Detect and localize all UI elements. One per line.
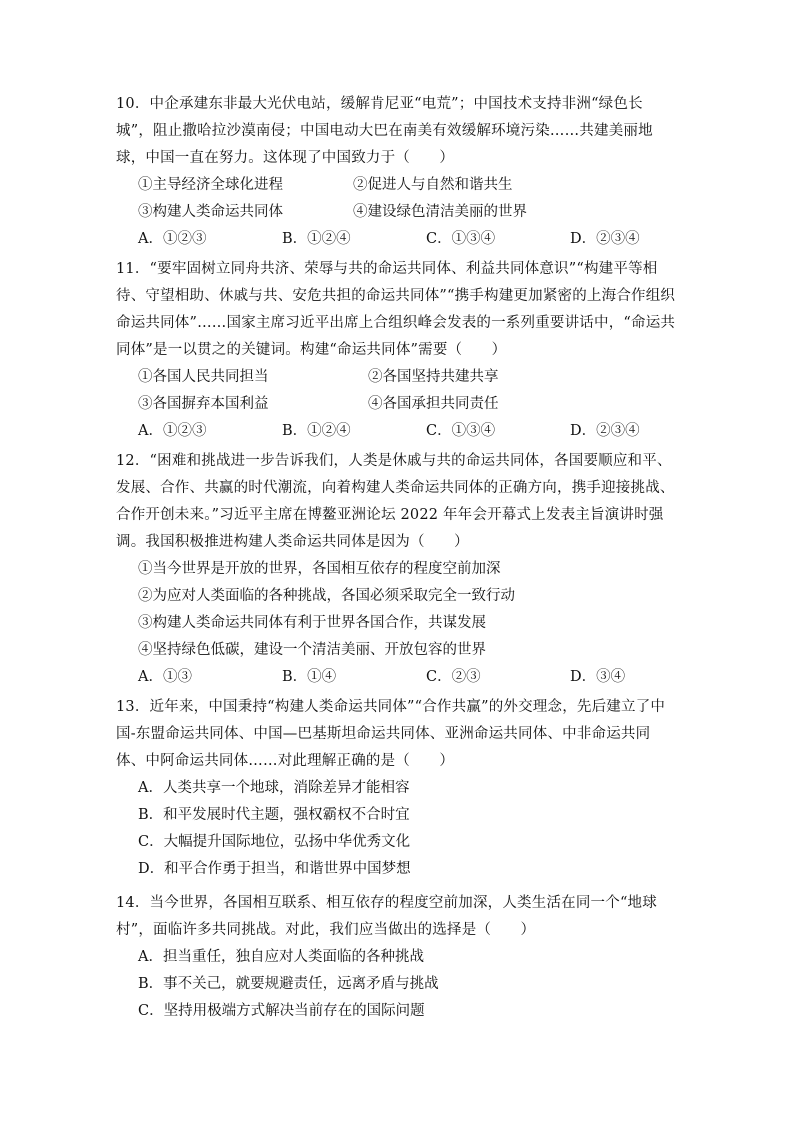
choice-c[interactable]: C．大幅提升国际地位，弘扬中华优秀文化 xyxy=(138,834,411,850)
choice-b[interactable]: B．和平发展时代主题，强权霸权不合时宜 xyxy=(138,807,410,823)
choice-b[interactable]: B．事不关己，就要规避责任，远离矛盾与挑战 xyxy=(138,976,439,992)
question-stem: 13．近年来，中国秉持“构建人类命运共同体”“合作共赢”的外交理念，先后建立了中国-东盟命运共同体、中国—巴基斯坦命运共同体、亚洲命运共同体、中非命运共同体、中阿命运共同体……对此理解正确的是（ ） xyxy=(116,699,666,769)
question-stem: 10．中企承建东非最大光伏电站，缓解肯尼亚“电荒”；中国技术支持非洲“绿色长城”，阻止撒哈拉沙漠南侵；中国电动大巴在南美有效缓解环境污染……共建美丽地球，中国一直在努力。这体现了中国致力于（ ） xyxy=(116,96,653,166)
statement: ②为应对人类面临的各种挑战，各国必须采取完全一致行动 xyxy=(138,588,515,604)
choice-c[interactable]: C．①③④ xyxy=(426,423,496,439)
statement: ④建设绿色清洁美丽的世界 xyxy=(353,204,527,220)
statement-list xyxy=(116,556,676,664)
choice-b[interactable]: B．①②④ xyxy=(282,423,351,439)
question-stem: 12．“困难和挑战进一步告诉我们，人类是休戚与共的命运共同体，各国要顺应和平、发展、合作、共赢的时代潮流，向着构建人类命运共同体的正确方向，携手迎接挑战、合作开创未来。”习近平主席在博鳌亚洲论坛 2022 年年会开幕式上发表主旨演讲时强调。我国积极推进构建人类命运共同体是因为（ ） xyxy=(116,453,675,550)
question-13 xyxy=(116,694,676,883)
choice-c[interactable]: C．①③④ xyxy=(426,231,496,247)
statement: ②各国坚持共建共享 xyxy=(368,369,499,385)
choice-row xyxy=(116,226,676,253)
question-11 xyxy=(116,256,676,445)
statement: ①主导经济全球化进程 xyxy=(138,177,283,193)
choice-c[interactable]: C．②③ xyxy=(426,669,481,685)
question-stem: 14．当今世界，各国相互联系、相互依存的程度空前加深，人类生活在同一个“地球村”，面临许多共同挑战。对此，我们应当做出的选择是（ ） xyxy=(116,895,657,938)
question-12 xyxy=(116,448,676,691)
choice-b[interactable]: B．①②④ xyxy=(282,231,351,247)
statement-row xyxy=(116,391,676,418)
question-stem: 11．“要牢固树立同舟共济、荣辱与共的命运共同体、利益共同体意识”“构建平等相待、守望相助、休戚与共、安危共担的命运共同体”“携手构建更加紧密的上海合作组织命运共同体”……国家主席习近平出席上合组织峰会发表的一系列重要讲话中，“命运共同体”是一以贯之的关键词。构建“命运共同体”需要（ ） xyxy=(116,261,676,358)
statement: ③各国摒弃本国利益 xyxy=(138,396,269,412)
choice-d[interactable]: D．和平合作勇于担当，和谐世界中国梦想 xyxy=(138,861,411,877)
question-10 xyxy=(116,91,676,253)
choice-row xyxy=(116,418,676,445)
choice-d[interactable]: D．③④ xyxy=(570,669,626,685)
statement-row xyxy=(116,364,676,391)
choice-d[interactable]: D．②③④ xyxy=(570,423,640,439)
statement: ③构建人类命运共同体 xyxy=(138,204,283,220)
question-14 xyxy=(116,890,676,1025)
choice-a[interactable]: A．①③ xyxy=(138,669,192,685)
choice-c[interactable]: C．坚持用极端方式解决当前存在的国际问题 xyxy=(138,1003,425,1019)
choice-a[interactable]: A．人类共享一个地球，消除差异才能相容 xyxy=(138,780,410,796)
statement: ④各国承担共同责任 xyxy=(368,396,499,412)
statement: ④坚持绿色低碳，建设一个清洁美丽、开放包容的世界 xyxy=(138,642,486,658)
statement: ①各国人民共同担当 xyxy=(138,369,269,385)
choice-row xyxy=(116,664,676,691)
choice-a[interactable]: A．①②③ xyxy=(138,423,207,439)
choice-a[interactable]: A．①②③ xyxy=(138,231,207,247)
choice-d[interactable]: D．②③④ xyxy=(570,231,640,247)
choice-a[interactable]: A．担当重任，独自应对人类面临的各种挑战 xyxy=(138,949,424,965)
statement-row xyxy=(116,172,676,199)
statement: ①当今世界是开放的世界，各国相互依存的程度空前加深 xyxy=(138,561,501,577)
statement: ②促进人与自然和谐共生 xyxy=(353,177,513,193)
choice-b[interactable]: B．①④ xyxy=(282,669,337,685)
choice-list xyxy=(116,944,676,1025)
statement: ③构建人类命运共同体有利于世界各国合作，共谋发展 xyxy=(138,615,486,631)
statement-row xyxy=(116,199,676,226)
choice-list xyxy=(116,775,676,883)
